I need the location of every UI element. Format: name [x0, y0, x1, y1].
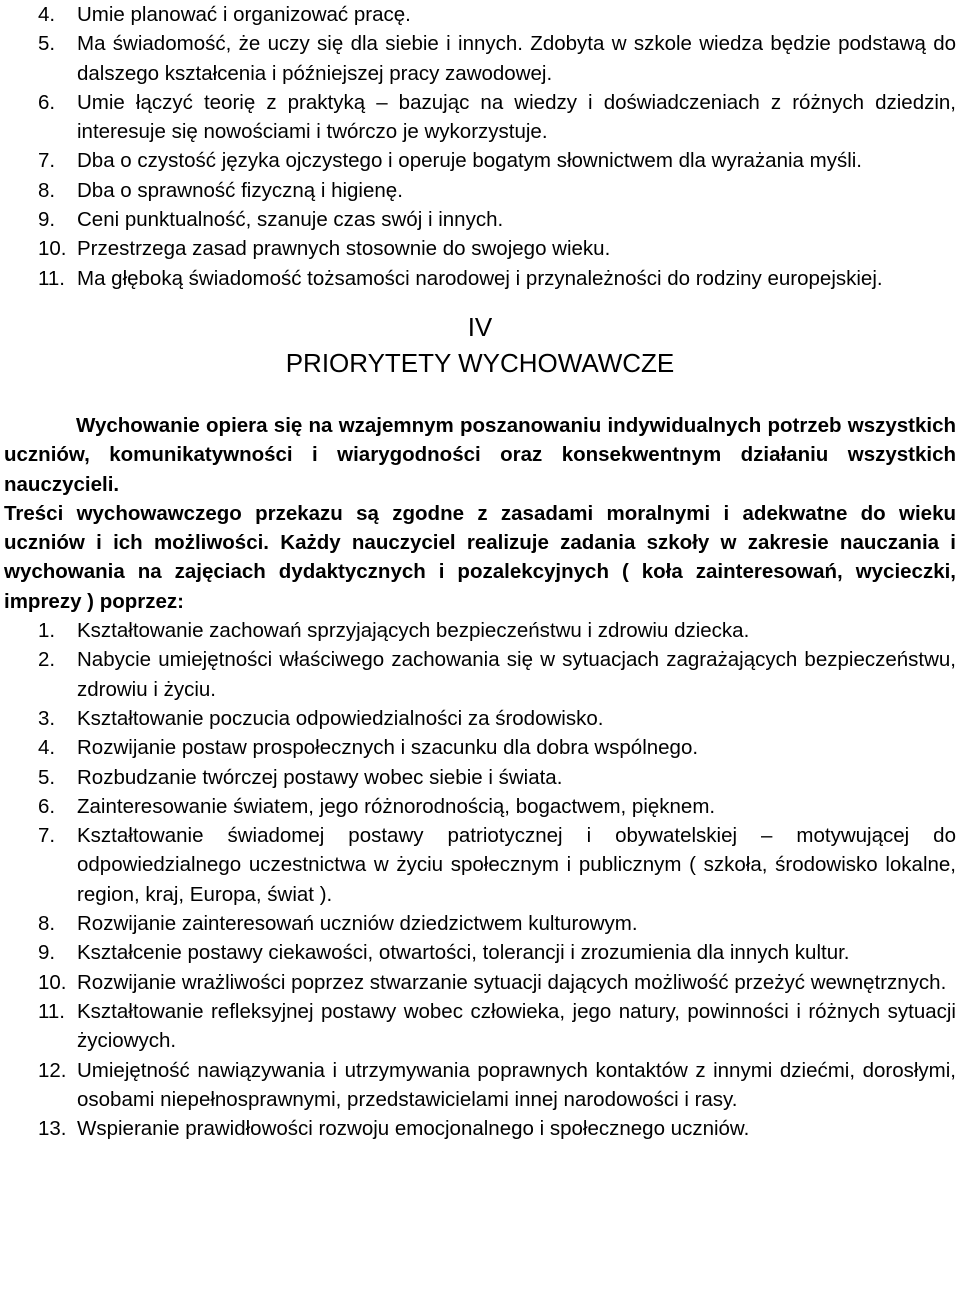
list-item-number: 3.	[38, 706, 56, 730]
list-item-text: Kształcenie postawy ciekawości, otwartości, tolerancji i zrozumienia dla innych kultur.	[77, 941, 850, 965]
list-item-text: Dba o czystość języka ojczystego i operuje bogatym słownictwem dla wyrażania myśli.	[77, 149, 863, 173]
list-item-text: Umie planować i organizować pracę.	[77, 3, 411, 26]
intro-block	[4, 411, 956, 616]
list-item	[4, 938, 956, 967]
list-item	[4, 763, 956, 792]
list-item	[4, 0, 956, 29]
list-item	[4, 909, 956, 938]
list-item	[4, 997, 956, 1056]
list-item-text: Umiejętność nawiązywania i utrzymywania poprawnych kontaktów z innymi dziećmi, dorosłymi, osobami niepełnosprawnymi, przedstawicielami innej narodowości i rasy.	[77, 1058, 956, 1111]
list-item-number: 11.	[38, 999, 65, 1023]
list-item-text: Przestrzega zasad prawnych stosownie do swojego wieku.	[77, 237, 611, 261]
list-item-number: 5.	[38, 765, 56, 789]
section-number: IV	[467, 311, 493, 342]
list-item-text: Ceni punktualność, szanuje czas swój i innych.	[77, 208, 504, 232]
list-item-number: 5.	[38, 32, 56, 56]
list-item-text: Kształtowanie poczucia odpowiedzialności za środowisko.	[77, 706, 604, 730]
list-item-number: 10.	[38, 237, 67, 261]
list-item-text: Rozbudzanie twórczej postawy wobec siebie i świata.	[77, 765, 563, 789]
list-item-number: 11.	[38, 266, 65, 290]
list-item-number: 7.	[38, 149, 56, 173]
list-item-text: Nabycie umiejętności właściwego zachowania się w sytuacjach zagrażających bezpieczeństwu, zdrowiu i życiu.	[77, 648, 956, 701]
list-item	[4, 821, 956, 909]
list-item	[4, 704, 956, 733]
list-item-number: 8.	[38, 912, 56, 936]
list-item	[4, 733, 956, 762]
list-item	[4, 146, 956, 175]
list-item-number: 10.	[38, 970, 67, 994]
list-item-number: 4.	[38, 736, 56, 760]
list-item-number: 6.	[38, 90, 56, 114]
list-item-number: 9.	[38, 941, 56, 965]
list-item-number: 4.	[38, 3, 56, 26]
list-item-text: Ma głęboką świadomość tożsamości narodowej i przynależności do rodziny europejskiej.	[77, 266, 883, 290]
list-item-number: 8.	[38, 178, 56, 202]
list-item	[4, 29, 956, 88]
list-item-text: Kształtowanie refleksyjnej postawy wobec człowieka, jego natury, powinności i różnych sytuacji życiowych.	[77, 999, 956, 1053]
list-item-text: Zainteresowanie światem, jego różnorodnością, bogactwem, pięknem.	[77, 794, 716, 818]
section-title: PRIORYTETY WYCHOWAWCZE	[285, 347, 675, 378]
list-item	[4, 264, 956, 293]
list-item	[4, 645, 956, 704]
list-item-text: Dba o sprawność fizyczną i higienę.	[77, 178, 403, 202]
priorities-list	[4, 616, 956, 1143]
list-item-text: Rozwijanie postaw prospołecznych i szacunku dla dobra wspólnego.	[77, 736, 699, 760]
list-item-text: Rozwijanie wrażliwości poprzez stwarzanie sytuacji dających możliwość przeżyć wewnętrznych.	[77, 970, 947, 994]
list-item-number: 13.	[38, 1117, 67, 1141]
list-item-text: Ma świadomość, że uczy się dla siebie i innych. Zdobyta w szkole wiedza będzie podstawą do dalszego kształcenia i późniejszej pracy zawodowej.	[77, 32, 956, 85]
list-item-number: 7.	[38, 824, 56, 848]
list-continued	[4, 0, 956, 293]
list-item	[4, 968, 956, 997]
list-item-number: 2.	[38, 648, 56, 672]
list-item	[4, 1114, 956, 1143]
list-item-text: Rozwijanie zainteresowań uczniów dziedzictwem kulturowym.	[77, 912, 638, 936]
list-item	[4, 88, 956, 147]
intro-paragraph: Treści wychowawczego przekazu są zgodne z zasadami moralnymi i adekwatne do wieku uczniów i ich możliwości. Każdy nauczyciel realizuje zadania szkoły w zakresie nauczania i wychowania na zajęciach dydaktycznych i pozalekcyjnych ( koła zainteresowań, wycieczki, imprezy ) poprzez:	[4, 501, 956, 613]
list-item-text: Kształtowanie świadomej postawy patriotycznej i obywatelskiej – motywującej do odpowiedzialnego uczestnictwa w życiu społecznym i publicznym ( szkoła, środowisko lokalne, region, kraj, Europa, świat ).	[77, 824, 956, 906]
list-item-number: 9.	[38, 208, 56, 232]
list-item-number: 6.	[38, 794, 56, 818]
list-item-number: 1.	[38, 619, 56, 643]
list-item	[4, 616, 956, 645]
list-item-text: Kształtowanie zachowań sprzyjających bezpieczeństwu i zdrowiu dziecka.	[77, 619, 750, 643]
list-item-text: Umie łączyć teorię z praktyką – bazując na wiedzy i doświadczeniach z różnych dziedzin, interesuje się nowościami i twórczo je wykorzystuje.	[77, 90, 956, 144]
list-item-number: 12.	[38, 1058, 67, 1082]
list-item	[4, 234, 956, 263]
list-item	[4, 176, 956, 205]
list-item	[4, 1056, 956, 1115]
list-item	[4, 792, 956, 821]
list-item-text: Wspieranie prawidłowości rozwoju emocjonalnego i społecznego uczniów.	[77, 1117, 750, 1141]
list-item	[4, 205, 956, 234]
intro-paragraph: Wychowanie opiera się na wzajemnym poszanowaniu indywidualnych potrzeb wszystkich uczniów, komunikatywności i wiarygodności oraz konsekwentnym działaniu wszystkich nauczycieli.	[4, 413, 956, 496]
